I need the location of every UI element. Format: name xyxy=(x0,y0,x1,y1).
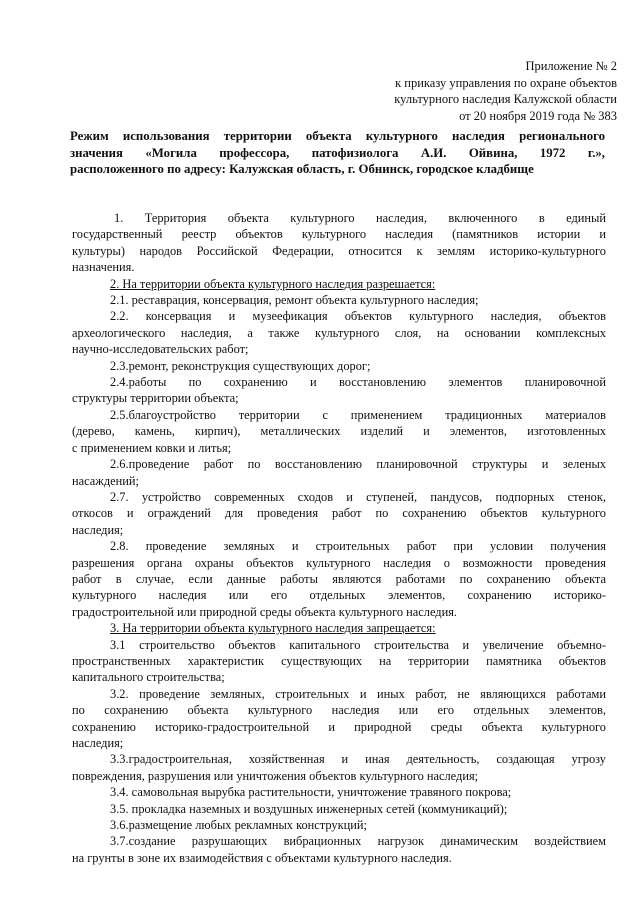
appendix-number: Приложение № 2 xyxy=(525,59,617,73)
text-line: 2.6.проведение работ по восстановлению планировочной структуры и зеленых xyxy=(110,457,606,472)
section-heading: 2. На территории объекта культурного наследия разрешается: xyxy=(110,276,436,291)
text-line: 2.7. устройство современных сходов и ступеней, пандусов, подпорных стенок, xyxy=(110,489,606,504)
text-line: капитального строительства; xyxy=(72,670,225,685)
section-heading: 3. На территории объекта культурного наследия запрещается: xyxy=(110,621,436,636)
text-line: структуры территории объекта; xyxy=(72,391,239,406)
item-3-4 xyxy=(72,784,606,800)
text-line: 3.4. самовольная вырубка растительности, уничтожение травяного покрова; xyxy=(110,785,512,800)
text-line: 3.6.размещение любых рекламных конструкций; xyxy=(110,818,367,833)
title-line: Режим использования территории объекта культурного наследия регионального xyxy=(70,129,605,143)
text-line: 3.3.градостроительная, хозяйственная и иная деятельность, создающая угрозу xyxy=(110,752,606,767)
item-2-4 xyxy=(72,374,606,407)
text-line: 2.2. консервация и музеефикация объектов культурного наследия, объектов xyxy=(110,309,606,324)
text-line: культуры) народов Российской Федерации, относится к землям историко-культурного xyxy=(72,243,606,258)
text-line: сохранению историко-градостроительной и природной среды объекта культурного xyxy=(72,719,606,734)
text-line: 2.5.благоустройство территории с применением традиционных материалов xyxy=(110,407,606,422)
item-3-3 xyxy=(72,751,606,784)
item-2-2 xyxy=(72,308,606,357)
text-line: работ в случае, если данные работы являются работами по сохранению объекта xyxy=(72,571,606,586)
item-3-1 xyxy=(72,637,606,686)
item-2-3 xyxy=(72,358,606,374)
text-line: 3.1 строительство объектов капитального строительства и увеличение объемно- xyxy=(110,637,606,652)
item-2-5 xyxy=(72,407,606,456)
text-line: 3.2. проведение земляных, строительных и иных работ, не являющихся работами xyxy=(110,686,606,701)
text-line: насаждений; xyxy=(72,473,139,488)
text-line: назначения. xyxy=(72,260,135,275)
text-line: повреждения, разрушения или уничтожения объектов культурного наследия; xyxy=(72,768,479,783)
text-line: культурного наследия или его отдельных элементов, сохранению историко- xyxy=(72,588,606,603)
item-2-6 xyxy=(72,456,606,489)
title-line: значения «Могила профессора, патофизиолога А.И. Ойвина, 1972 г.», xyxy=(70,145,605,160)
text-line: на грунты в зоне их взаимодействия с объектами культурного наследия. xyxy=(72,850,452,865)
item-3-2 xyxy=(72,686,606,752)
item-3-7 xyxy=(72,833,606,866)
text-line: откосов и ограждений для проведения работ по сохранению объектов культурного xyxy=(72,506,606,521)
item-2-8 xyxy=(72,538,606,620)
text-line: археологического наследия, а также культурного слоя, на основании комплексных xyxy=(72,325,606,340)
text-line: 1. Территория объекта культурного наследия, включенного в единый xyxy=(114,211,606,225)
text-line: 2.3.ремонт, реконструкция существующих дорог; xyxy=(110,358,371,373)
text-line: 2.8. проведение земляных и строительных работ при условии получения xyxy=(110,539,606,554)
document-title xyxy=(70,128,605,178)
text-line: разрешения органа охраны объектов культурного наследия о возможности проведения xyxy=(72,555,606,570)
order-reference-line: к приказу управления по охране объектов xyxy=(395,75,617,90)
item-3-5 xyxy=(72,801,606,817)
text-line: наследия; xyxy=(72,522,124,537)
text-line: государственный реестр объектов культурного наследия (памятников истории и xyxy=(72,227,606,242)
document-body xyxy=(72,210,606,866)
item-2-7 xyxy=(72,489,606,538)
text-line: пространственных характеристик существующих на территории памятника объектов xyxy=(72,653,606,668)
title-line: расположенного по адресу: Калужская область, г. Обнинск, городское кладбище xyxy=(70,162,534,176)
text-line: 3.5. прокладка наземных и воздушных инженерных сетей (коммуникаций); xyxy=(110,801,508,816)
text-line: градостроительной или природной среды объекта культурного наследия. xyxy=(72,604,458,619)
appendix-header xyxy=(394,58,617,124)
order-authority-line: культурного наследия Калужской области xyxy=(394,92,617,106)
section-3-heading xyxy=(72,620,606,636)
text-line: (дерево, камень, кирпич), металлических изделий и элементов, изготовленных xyxy=(72,424,606,439)
text-line: по сохранению объекта культурного наследия или его отдельных элементов, xyxy=(72,703,606,718)
text-line: 3.7.создание разрушающих вибрационных нагрузок динамическим воздействием xyxy=(110,834,606,849)
text-line: 2.1. реставрация, консервация, ремонт объекта культурного наследия; xyxy=(110,293,479,308)
paragraph-1 xyxy=(72,210,606,276)
item-2-1 xyxy=(72,292,606,308)
text-line: с применением ковки и литья; xyxy=(72,440,232,455)
text-line: научно-исследовательских работ; xyxy=(72,342,249,357)
order-date-line: от 20 ноября 2019 года № 383 xyxy=(459,108,617,123)
text-line: 2.4.работы по сохранению и восстановлению элементов планировочной xyxy=(110,375,606,390)
text-line: наследия; xyxy=(72,736,124,750)
section-2-heading xyxy=(72,276,606,292)
item-3-6 xyxy=(72,817,606,833)
